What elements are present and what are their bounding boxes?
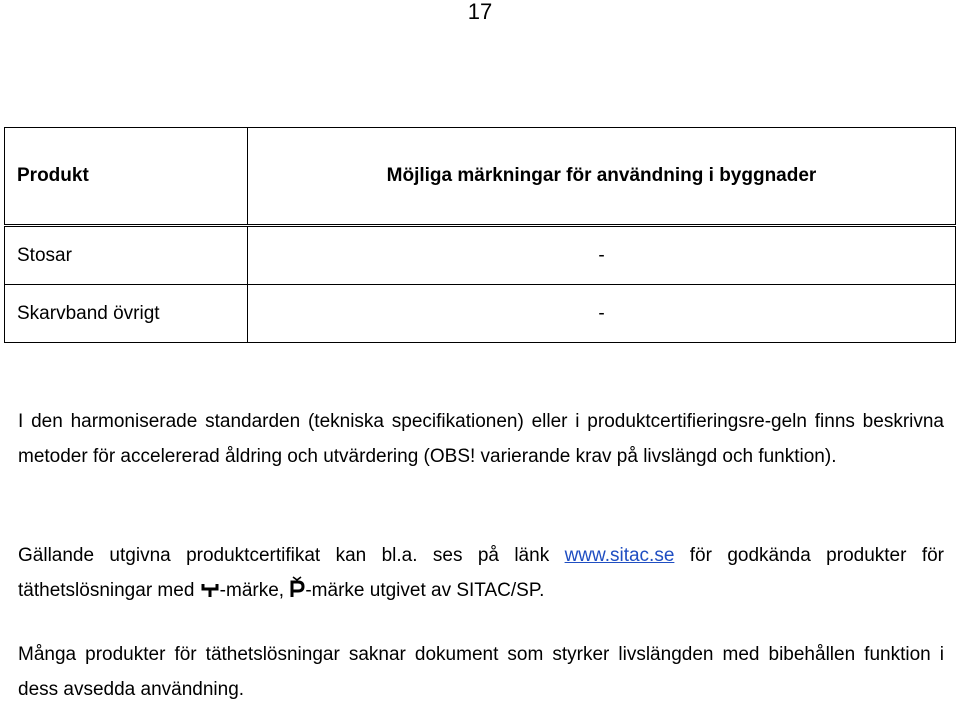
row-product-cell: Stosar [5, 226, 248, 285]
mark2-suffix-text: -märke utgivet av SITAC/SP. [305, 580, 545, 601]
certificates-text-middle: för godkända produkter för täthetslösningar med [18, 545, 944, 601]
certificates-text-start: Gällande utgivna produktcertifikat kan bl.a. ses på länk [18, 545, 565, 566]
table-row [5, 285, 956, 343]
sitac-link[interactable]: www.sitac.se [564, 545, 675, 566]
paragraph-standard-info: I den harmoniserade standarden (tekniska specifikationen) eller i produktcertifieringsre-geln finns beskrivna metoder för accelererad åldring och utvärdering (OBS! varierande krav på livslängd och funktion). [18, 411, 944, 467]
paragraph-certificates [18, 538, 944, 610]
mark1-suffix-text: -märke, [219, 580, 290, 601]
row-marking-cell: - [248, 285, 956, 343]
page-number: 17 [467, 0, 493, 24]
header-product: Produkt [5, 128, 248, 226]
table-header-row [5, 128, 956, 226]
paragraph-lifetime-note: Många produkter för täthetslösningar saknar dokument som styrker livslängden med bibehållen funktion i dess avsedda användning. [18, 644, 944, 700]
table-row [5, 226, 956, 285]
type-approval-mark-icon [200, 575, 220, 610]
row-marking-cell: - [248, 226, 956, 285]
row-product-cell: Skarvband övrigt [5, 285, 248, 343]
product-marking-table [4, 127, 956, 343]
header-marking: Möjliga märkningar för användning i byggnader [248, 128, 956, 226]
p-mark-icon [289, 575, 305, 610]
